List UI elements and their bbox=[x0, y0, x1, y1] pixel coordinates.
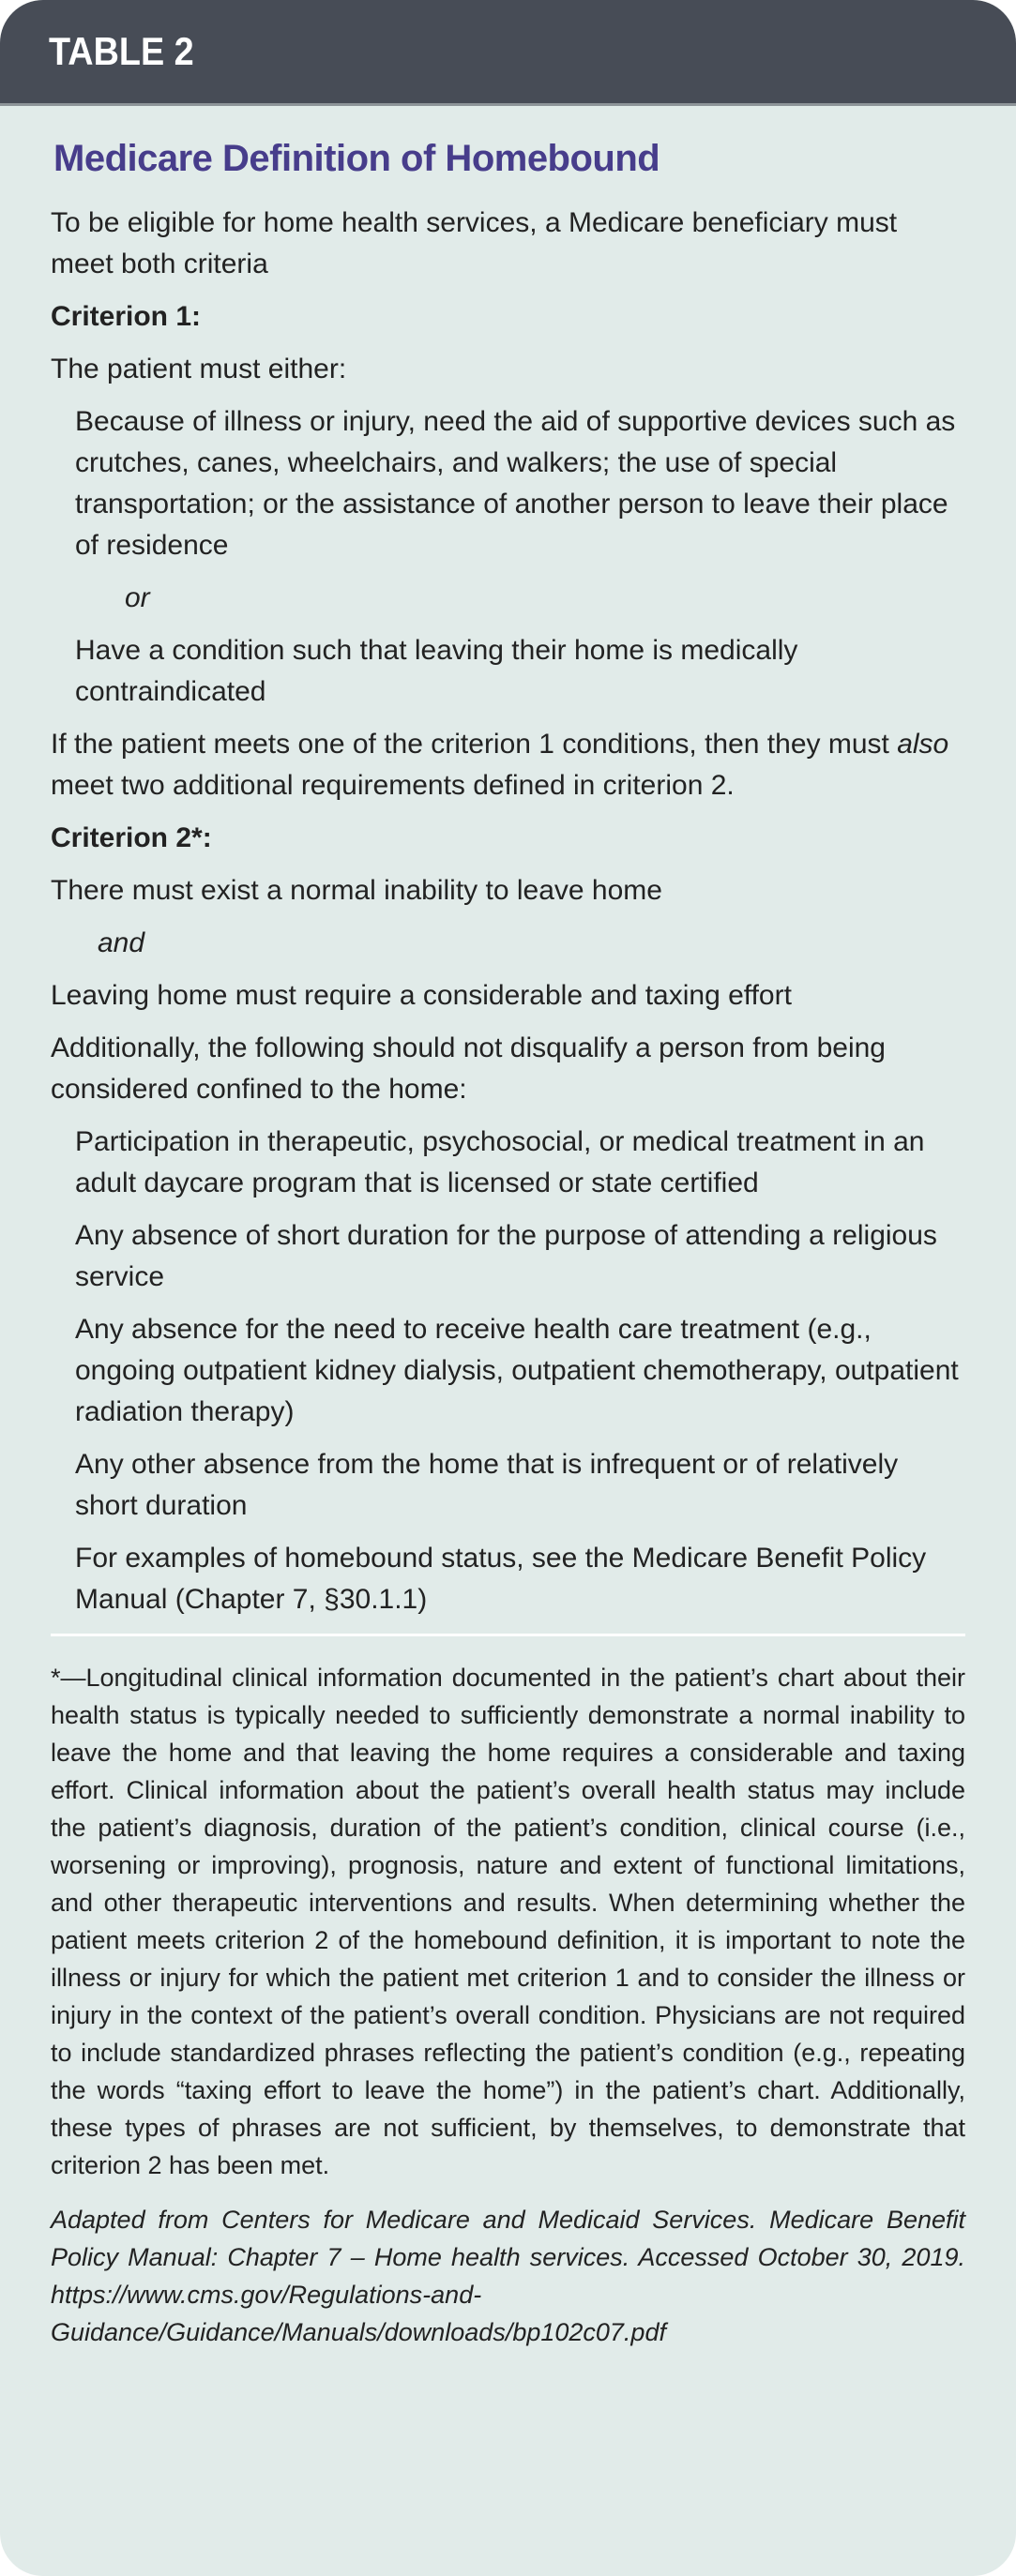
criterion2-and: and bbox=[98, 927, 145, 958]
list-item: Any absence for the need to receive health care treatment (e.g., ongoing outpatient kidney dialysis, outpatient chemotherapy, outpatient radiation therapy) bbox=[75, 1314, 959, 1427]
footnote: *—Longitudinal clinical information documented in the patient’s chart about their health status is typically needed to sufficiently demonstrate a normal inability to leave the home and that leaving the home requires a considerable and taxing effort. Clinical information about the patient’s overall health status may include the patient’s diagnosis, duration of the patient’s condition, clinical course (i.e., worsening or improving), prognosis, nature and extent of functional limitations, and other therapeutic interventions and results. When determining whether the patient meets criterion 2 of the homebound definition, it is important to note the illness or injury for which the patient met criterion 1 and to consider the illness or injury in the context of the patient’s overall condition. Physicians are not required to include standardized phrases reflecting the patient’s condition (e.g., repeating the words “taxing effort to leave the home”) in the patient’s chart. Additionally, these types of phrases are not sufficient, by themselves, to demonstrate that criterion 2 has been met. bbox=[51, 1664, 965, 2179]
criterion1-or: or bbox=[125, 582, 150, 613]
criterion1-option-a: Because of illness or injury, need the aid of supportive devices such as crutches, canes, wheelchairs, and walkers; the use of special transportation; or the assistance of another person to leave their place of residence bbox=[75, 406, 956, 561]
table-label: TABLE 2 bbox=[49, 29, 194, 73]
criterion1-lead: The patient must either: bbox=[51, 354, 347, 384]
table-content bbox=[0, 106, 1016, 2351]
table-header bbox=[0, 0, 1016, 106]
intro-text: To be eligible for home health services, a Medicare beneficiary must meet both criteria bbox=[51, 207, 898, 279]
divider bbox=[51, 1634, 965, 1636]
list-item: Any absence of short duration for the purpose of attending a religious service bbox=[75, 1220, 937, 1292]
criterion2-req-b: Leaving home must require a considerable and taxing effort bbox=[51, 980, 792, 1011]
criterion2-heading: Criterion 2*: bbox=[51, 822, 212, 853]
criterion1-option-b: Have a condition such that leaving their home is medically contraindicated bbox=[75, 635, 798, 707]
list-item: For examples of homebound status, see the Medicare Benefit Policy Manual (Chapter 7, §30.1.1) bbox=[75, 1543, 927, 1615]
list-item: Any other absence from the home that is infrequent or of relatively short duration bbox=[75, 1449, 899, 1521]
criterion2-additional: Additionally, the following should not disqualify a person from being considered confined to the home: bbox=[51, 1032, 886, 1105]
source-citation: Adapted from Centers for Medicare and Medicaid Services. Medicare Benefit Policy Manual: Chapter 7 – Home health services. Accessed October 30, 2019. https://www.cms.gov/Regulations-and-Guidance/Guidance/Manuals/downloads/bp102c07.pdf bbox=[51, 2206, 965, 2346]
followup-post: meet two additional requirements defined in criterion 2. bbox=[51, 770, 735, 801]
criterion2-req-a: There must exist a normal inability to leave home bbox=[51, 875, 662, 906]
table-title: Medicare Definition of Homebound bbox=[53, 138, 660, 179]
list-item: Participation in therapeutic, psychosocial, or medical treatment in an adult daycare program that is licensed or state certified bbox=[75, 1126, 925, 1198]
criterion1-followup bbox=[51, 724, 965, 806]
followup-emphasis: also bbox=[897, 729, 949, 760]
criterion1-heading: Criterion 1: bbox=[51, 301, 202, 332]
followup-pre: If the patient meets one of the criterion 1 conditions, then they must bbox=[51, 729, 898, 760]
